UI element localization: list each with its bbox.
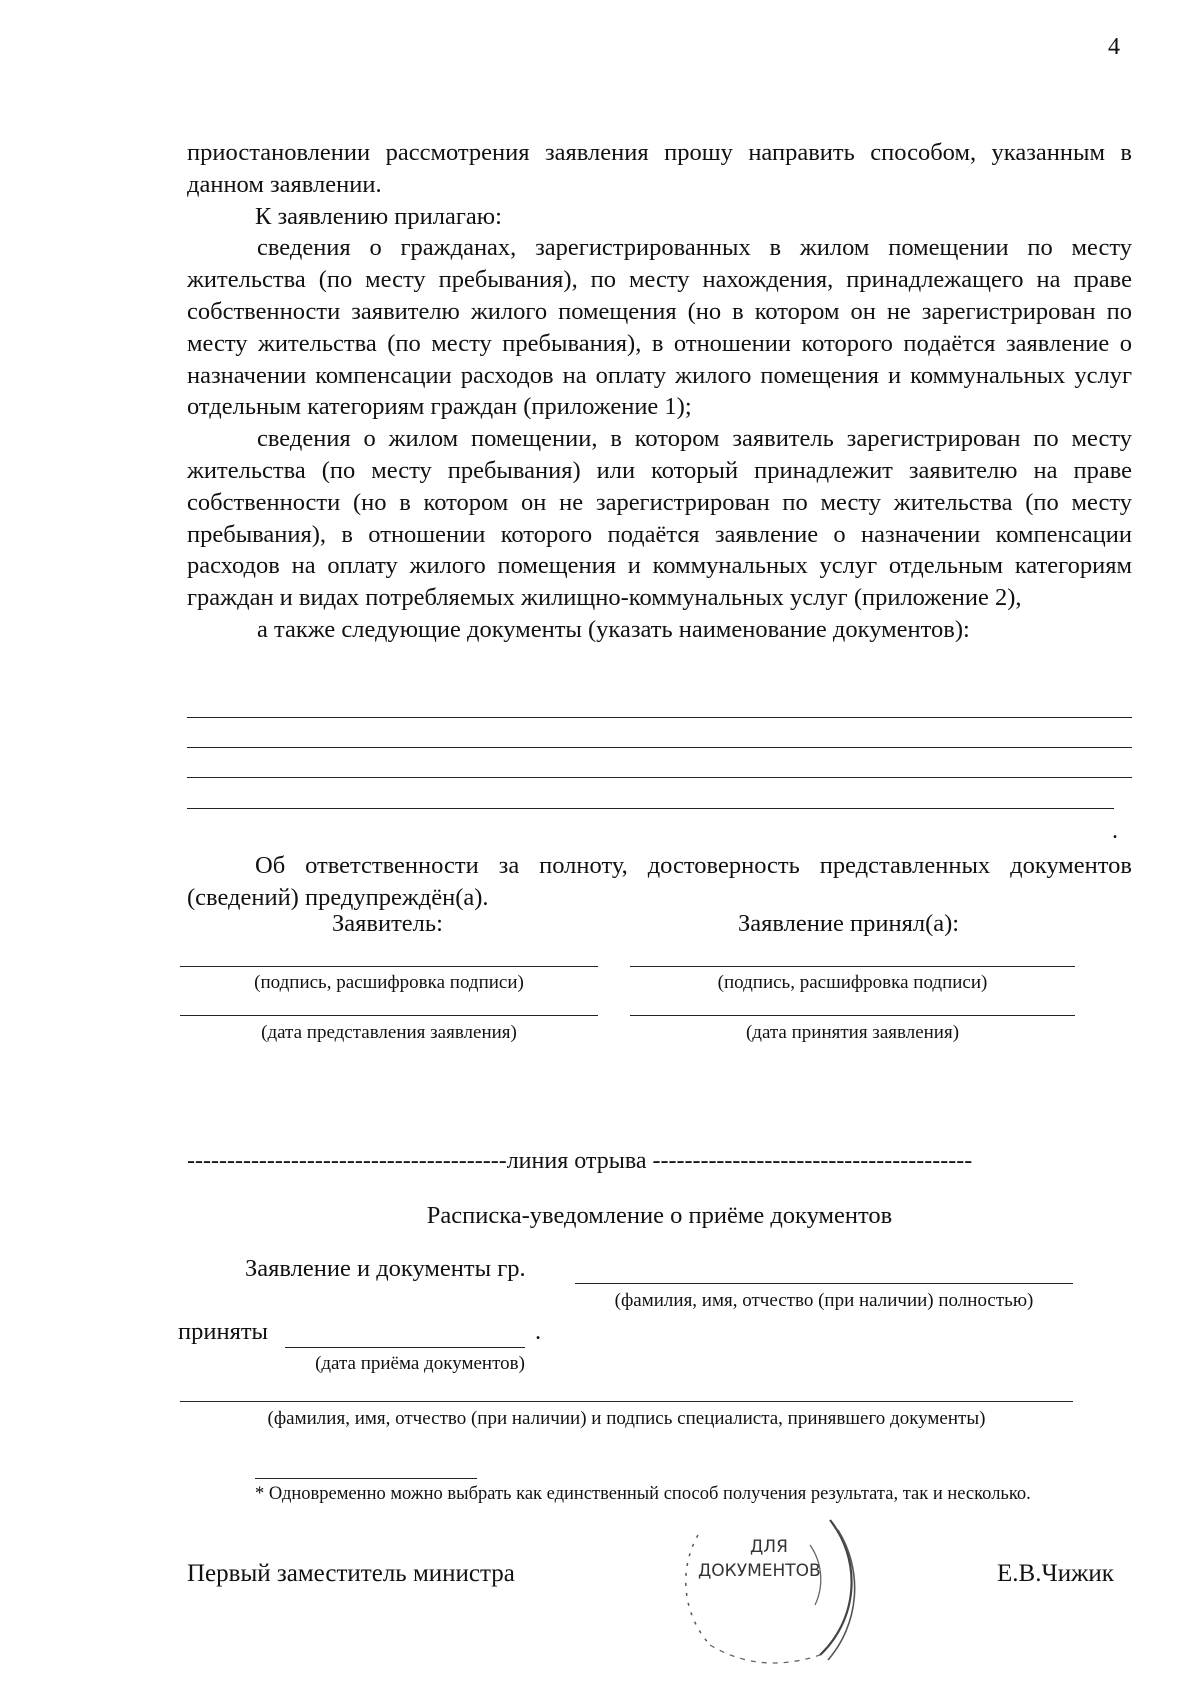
receiver-signature-line[interactable]: [630, 966, 1075, 967]
documents-fill-line[interactable]: [187, 747, 1132, 748]
document-stamp: [670, 1515, 885, 1670]
receipt-docs-label: Заявление и документы гр.: [245, 1255, 526, 1282]
fill-end-mark: .: [1112, 818, 1118, 844]
paragraph-attachments-intro: К заявлению прилагаю:: [255, 202, 502, 230]
receipt-date-line[interactable]: [285, 1347, 525, 1348]
signer-name: Е.В.Чижик: [997, 1560, 1114, 1587]
responsibility-notice: [187, 850, 1132, 914]
applicant-signature-line[interactable]: [180, 966, 598, 967]
receipt-date-caption: (дата приёма документов): [315, 1353, 525, 1374]
documents-fill-line[interactable]: [187, 808, 1114, 809]
signer-position: Первый заместитель министра: [187, 1560, 515, 1587]
stamp-line-2: ДОКУМЕНТОВ: [698, 1561, 821, 1581]
paragraph-continuation: приостановлении рассмотрения заявления прошу направить способом, указанным в данном заявлении.: [187, 139, 1132, 198]
receipt-name-line[interactable]: [575, 1283, 1073, 1284]
receipt-name-caption: (фамилия, имя, отчество (при наличии) полностью): [614, 1290, 1034, 1311]
receipt-title: Расписка-уведомление о приёме документов: [426, 1202, 893, 1229]
documents-fill-line[interactable]: [187, 777, 1132, 778]
footnote: * Одновременно можно выбрать как единственный способ получения результата, так и несколько.: [255, 1484, 1031, 1504]
receiver-date-line[interactable]: [630, 1015, 1075, 1016]
tear-off-line: ----------------------------------------линия отрыва ----------------------------------------: [187, 1148, 973, 1174]
paragraph-attachment-2: сведения о жилом помещении, в котором заявитель зарегистрирован по месту жительства (по месту пребывания) или который принадлежит заявителю на праве собственности (но в котором он не зарегистрирован по месту жительства (по месту пребывания), в отношении которого подаётся заявление о назначении компенсации расходов на оплату жилого помещения и коммунальных услуг отдельным категориям граждан и видах потребляемых жилищно-коммунальных услуг (приложение 2),: [187, 425, 1132, 612]
applicant-date-line[interactable]: [180, 1015, 598, 1016]
receipt-accepted-end: .: [535, 1318, 542, 1345]
applicant-title: Заявитель:: [332, 910, 443, 937]
applicant-date-caption: (дата представления заявления): [261, 1022, 517, 1043]
footnote-rule: [255, 1478, 477, 1479]
paragraph-other-documents: а также следующие документы (указать наименование документов):: [257, 615, 970, 643]
receipt-accepted-label: приняты: [178, 1318, 269, 1345]
responsibility-text: Об ответственности за полноту, достоверность представленных документов (сведений) предупреждён(а).: [187, 852, 1132, 911]
application-body: [187, 137, 1132, 646]
receiver-title: Заявление принял(а):: [738, 910, 960, 937]
stamp-line-1: ДЛЯ: [750, 1537, 788, 1557]
receipt-specialist-caption: (фамилия, имя, отчество (при наличии) и подпись специалиста, принявшего документы): [267, 1408, 986, 1429]
paragraph-attachment-1: сведения о гражданах, зарегистрированных в жилом помещении по месту жительства (по месту пребывания), по месту нахождения, принадлежащего на праве собственности заявителю жилого помещения (но в котором он не зарегистрирован по месту жительства (по месту пребывания), в отношении которого подаётся заявление о назначении компенсации расходов на оплату жилого помещения и коммунальных услуг отдельным категориям граждан (приложение 1);: [187, 234, 1132, 421]
receiver-signature-caption: (подпись, расшифровка подписи): [717, 972, 988, 993]
page-number: 4: [1108, 34, 1120, 60]
receipt-specialist-line[interactable]: [180, 1401, 1073, 1402]
documents-fill-line[interactable]: [187, 717, 1132, 718]
applicant-signature-caption: (подпись, расшифровка подписи): [254, 972, 524, 993]
receiver-date-caption: (дата принятия заявления): [745, 1022, 960, 1043]
